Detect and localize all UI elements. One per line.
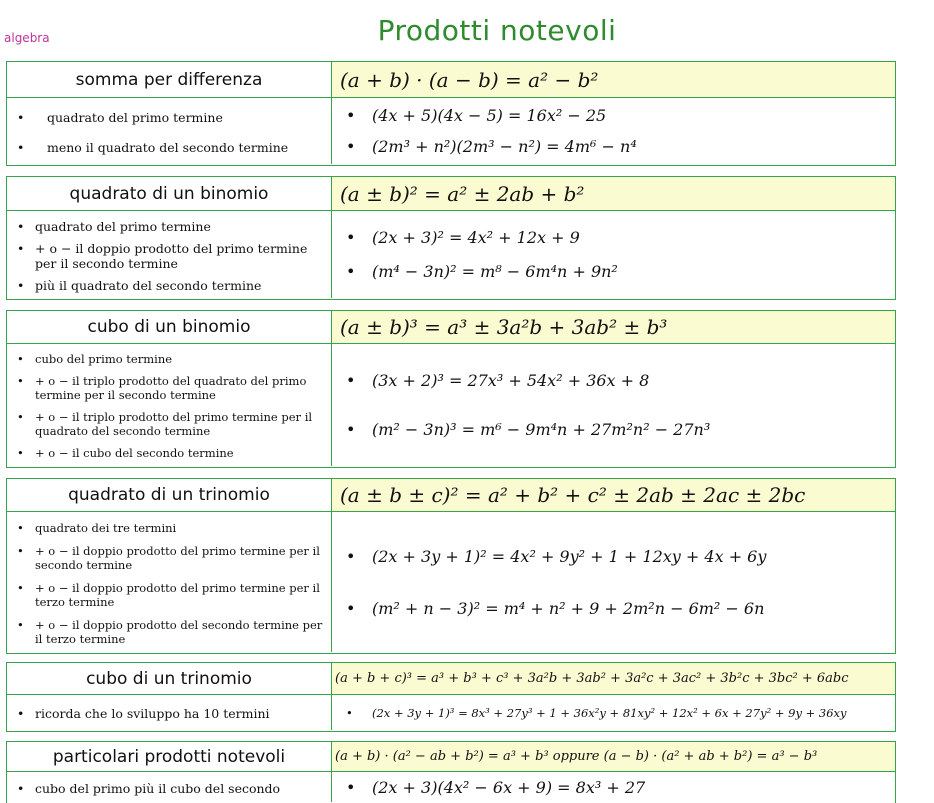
- section-particolari-prodotti-notevoli: [6, 741, 896, 803]
- rule-item: • ricorda che lo sviluppo ha 10 termini: [17, 706, 327, 721]
- example-item: • (m² + n − 3)² = m⁴ + n² + 9 + 2m²n − 6m² − 6n: [346, 599, 889, 618]
- rule-item: • + o − il doppio prodotto del primo termine per il terzo termine: [17, 581, 327, 609]
- section-name: particolari prodotti notevoli: [7, 742, 332, 771]
- section-quadrato-di-un-binomio: [6, 176, 896, 300]
- section-name: quadrato di un trinomio: [7, 479, 332, 511]
- example-item: • (2x + 3y + 1)² = 4x² + 9y² + 1 + 12xy + 4x + 6y: [346, 547, 889, 566]
- example-item: • (2x + 3)(4x² − 6x + 9) = 8x³ + 27: [346, 778, 889, 797]
- rule-item: • cubo del primo termine: [17, 352, 327, 366]
- rule-item: • cubo del primo più il cubo del secondo: [17, 781, 327, 796]
- section-quadrato-di-un-trinomio: [6, 478, 896, 654]
- rule-item: • + o − il doppio prodotto del primo termine per il secondo termine: [17, 544, 327, 572]
- rules-list: [7, 344, 332, 466]
- rule-item: • + o − il cubo del secondo termine: [17, 446, 327, 460]
- page-title: [0, 14, 934, 47]
- section-name: cubo di un trinomio: [7, 663, 332, 694]
- section-cubo-di-un-binomio: [6, 310, 896, 468]
- section-header: [7, 177, 895, 211]
- topic-label: algebra: [4, 31, 50, 45]
- example-item: • (2m³ + n²)(2m³ − n²) = 4m⁶ − n⁴: [346, 137, 889, 156]
- example-item: • (m⁴ − 3n)² = m⁸ − 6m⁴n + 9n²: [346, 262, 889, 281]
- section-formula: (a + b + c)³ = a³ + b³ + c³ + 3a²b + 3ab² + 3a²c + 3ac² + 3b²c + 3bc² + 6abc: [332, 663, 895, 694]
- rules-list: [7, 695, 332, 730]
- rule-item: • quadrato del primo termine: [17, 110, 327, 125]
- section-header: [7, 742, 895, 772]
- example-item: • (2x + 3)² = 4x² + 12x + 9: [346, 228, 889, 247]
- section-formula: (a + b) · (a − b) = a² − b²: [332, 62, 895, 97]
- example-item: • (2x + 3y + 1)³ = 8x³ + 27y³ + 1 + 36x²y + 81xy² + 12x² + 6x + 27y² + 9y + 36xy: [346, 706, 889, 720]
- rules-list: [7, 211, 332, 298]
- examples-list: [332, 695, 895, 730]
- examples-list: [332, 211, 895, 298]
- section-header: [7, 311, 895, 344]
- page-title-text: Prodotti notevoli: [377, 14, 617, 47]
- section-cubo-di-un-trinomio: [6, 662, 896, 732]
- example-item: • (m² − 3n)³ = m⁶ − 9m⁴n + 27m²n² − 27n³: [346, 420, 889, 439]
- rules-list: [7, 98, 332, 164]
- section-header: [7, 62, 895, 98]
- section-header: [7, 479, 895, 512]
- rules-list: [7, 772, 332, 802]
- section-formula: (a ± b)³ = a³ ± 3a²b + 3ab² ± b³: [332, 311, 895, 343]
- examples-list: [332, 344, 895, 466]
- section-name: somma per differenza: [7, 62, 332, 97]
- rules-list: [7, 512, 332, 652]
- examples-list: [332, 772, 895, 802]
- rule-item: • quadrato del primo termine: [17, 219, 327, 234]
- section-somma-per-differenza: [6, 61, 896, 166]
- rule-item: • + o − il doppio prodotto del primo termine per il secondo termine: [17, 241, 327, 271]
- section-name: cubo di un binomio: [7, 311, 332, 343]
- section-formula: (a + b) · (a² − ab + b²) = a³ + b³ oppure (a − b) · (a² + ab + b²) = a³ − b³: [332, 742, 895, 771]
- examples-list: [332, 98, 895, 164]
- section-name: quadrato di un binomio: [7, 177, 332, 210]
- rule-item: • + o − il triplo prodotto del quadrato del primo termine per il secondo termine: [17, 374, 327, 402]
- rule-item: • più il quadrato del secondo termine: [17, 278, 327, 293]
- example-item: • (3x + 2)³ = 27x³ + 54x² + 36x + 8: [346, 371, 889, 390]
- rule-item: • quadrato dei tre termini: [17, 521, 327, 535]
- example-item: • (4x + 5)(4x − 5) = 16x² − 25: [346, 106, 889, 125]
- section-header: [7, 663, 895, 695]
- section-formula: (a ± b ± c)² = a² + b² + c² ± 2ab ± 2ac ± 2bc: [332, 479, 895, 511]
- examples-list: [332, 512, 895, 652]
- rule-item: • + o − il triplo prodotto del primo termine per il quadrato del secondo termine: [17, 410, 327, 438]
- section-formula: (a ± b)² = a² ± 2ab + b²: [332, 177, 895, 210]
- rule-item: • meno il quadrato del secondo termine: [17, 140, 327, 155]
- rule-item: • + o − il doppio prodotto del secondo termine per il terzo termine: [17, 618, 327, 646]
